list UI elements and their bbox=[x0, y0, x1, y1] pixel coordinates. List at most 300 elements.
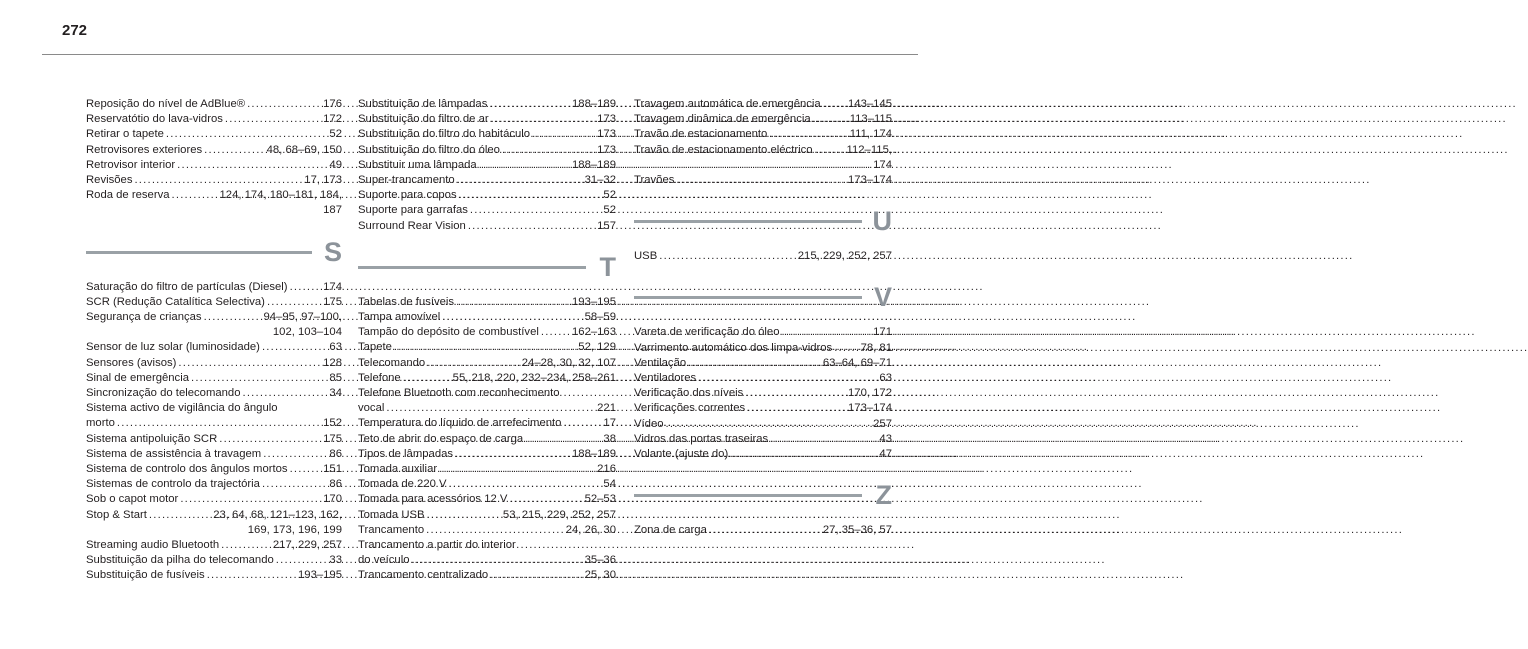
index-entry-pages-continued: 187 bbox=[323, 204, 342, 217]
index-entry-row bbox=[634, 523, 892, 538]
index-entry-pages: 188–189 bbox=[572, 447, 616, 460]
index-entry-pages: 49 bbox=[329, 158, 342, 171]
index-entry-pages: 112–115, bbox=[846, 143, 892, 156]
index-entry bbox=[86, 340, 342, 355]
index-entry-label: Substituição do filtro do óleo bbox=[358, 143, 500, 156]
index-entry bbox=[358, 371, 616, 386]
index-entry-label: Tipos de lâmpadas bbox=[358, 447, 454, 460]
dot-leader bbox=[288, 462, 324, 477]
index-entry-pages: 52, 129 bbox=[578, 341, 616, 354]
index-entry-pages: 24, 26, 30 bbox=[565, 523, 616, 536]
index-entry-row bbox=[358, 553, 616, 568]
index-entry-label: Reservatótio do lava-vidros bbox=[86, 113, 223, 126]
index-entry bbox=[634, 401, 892, 416]
index-entry bbox=[86, 310, 342, 340]
index-entry-pages: 63 bbox=[879, 372, 892, 385]
index-entry-row bbox=[358, 310, 616, 325]
index-entry bbox=[634, 325, 892, 340]
dot-leader bbox=[164, 127, 330, 142]
dot-leader bbox=[767, 127, 849, 142]
dot-leader bbox=[260, 340, 329, 355]
index-entry-label: Stop & Start bbox=[86, 508, 147, 521]
index-entry-label: Travagem dinâmica de emergência bbox=[634, 113, 811, 126]
index-entry bbox=[634, 447, 892, 462]
index-entry-label: Sincronização do telecomando bbox=[86, 387, 241, 400]
index-entry bbox=[358, 219, 616, 234]
dot-leader bbox=[468, 203, 604, 218]
index-entry-row bbox=[358, 462, 616, 477]
index-entry-pages: 52 bbox=[603, 204, 616, 217]
dot-leader bbox=[274, 553, 330, 568]
dot-leader bbox=[217, 432, 323, 447]
index-entry-label: Travão de estacionamento eléctrico bbox=[634, 143, 813, 156]
dot-leader bbox=[447, 477, 604, 492]
dot-leader bbox=[401, 371, 453, 386]
index-column-3 bbox=[634, 97, 892, 538]
dot-leader bbox=[189, 371, 329, 386]
index-entry-label: Substituição do filtro de ar bbox=[358, 113, 489, 126]
index-entry-row bbox=[634, 432, 892, 447]
index-entry-label: Revisões bbox=[86, 174, 133, 187]
index-entry-pages: 215, 229, 252, 257 bbox=[797, 250, 892, 263]
index-entry-row bbox=[358, 219, 616, 234]
index-entry-label: Verificação dos níveis bbox=[634, 387, 744, 400]
dot-leader bbox=[202, 310, 264, 325]
index-entry-pages: 193–195 bbox=[572, 295, 616, 308]
index-entry-row bbox=[358, 401, 616, 416]
index-entry bbox=[358, 97, 616, 112]
index-entry-pages: 188–189 bbox=[572, 158, 616, 171]
dot-leader bbox=[453, 447, 572, 462]
index-entry-label: Substituição da pilha do telecomando bbox=[86, 554, 274, 567]
index-entry-label: Teto de abrir do espaço de carga bbox=[358, 432, 524, 445]
index-entry bbox=[634, 97, 892, 112]
index-entry bbox=[358, 112, 616, 127]
index-entry-row bbox=[86, 386, 342, 401]
index-entry-label: Tampão do depósito de combustível bbox=[358, 326, 539, 339]
index-entry bbox=[634, 341, 892, 356]
header-rule bbox=[42, 54, 918, 55]
index-entry bbox=[86, 492, 342, 507]
index-entry-row bbox=[634, 127, 892, 142]
dot-leader bbox=[147, 508, 213, 523]
index-entry-pages: 152 bbox=[323, 417, 342, 430]
dot-leader bbox=[202, 143, 266, 158]
index-entry bbox=[358, 310, 616, 325]
index-entry-pages: 52 bbox=[329, 128, 342, 141]
dot-leader bbox=[440, 310, 584, 325]
index-entry-pages: 173 bbox=[597, 113, 616, 126]
index-entry-pages: 143–145 bbox=[848, 98, 892, 110]
index-entry-label: Retirar o tapete bbox=[86, 128, 164, 141]
index-entry-pages: 111, 174 bbox=[849, 128, 892, 141]
index-entry-pages: 63 bbox=[329, 341, 342, 354]
index-entry-row bbox=[358, 158, 616, 173]
index-entry-pages: 193–195 bbox=[298, 569, 342, 582]
index-entry-label: Verificações correntes bbox=[634, 402, 746, 415]
index-entry-pages: 172 bbox=[323, 113, 342, 126]
index-entry-pages: 216 bbox=[597, 463, 616, 476]
index-entry bbox=[358, 477, 616, 492]
dot-leader bbox=[657, 249, 798, 264]
index-entry-pages: 33 bbox=[329, 554, 342, 567]
dot-leader bbox=[832, 341, 860, 356]
dot-leader bbox=[707, 523, 823, 538]
index-entry-row bbox=[358, 143, 616, 158]
index-entry-label: Telecomando bbox=[358, 356, 426, 369]
index-entry-row bbox=[358, 188, 616, 203]
dot-leader bbox=[780, 325, 874, 340]
index-entry-pages: 86 bbox=[329, 478, 342, 491]
index-entry-label: do veículo bbox=[358, 554, 410, 567]
index-entry-row bbox=[86, 280, 342, 295]
dot-leader bbox=[696, 371, 879, 386]
index-entry bbox=[86, 386, 342, 401]
index-entry-pages: 151 bbox=[323, 463, 342, 476]
index-entry-label: vocal bbox=[358, 402, 385, 415]
index-entry bbox=[358, 158, 616, 173]
section-rule bbox=[634, 220, 862, 223]
section-letter: U bbox=[872, 206, 892, 237]
index-entry-pages-continued: 174 bbox=[873, 158, 892, 171]
index-entry-row bbox=[358, 173, 616, 188]
index-entry-row bbox=[358, 447, 616, 462]
section-letter: S bbox=[323, 236, 342, 267]
dot-leader bbox=[457, 188, 604, 203]
index-entry-row bbox=[358, 477, 616, 492]
index-entry-pages: 174 bbox=[323, 280, 342, 293]
index-entry-label: Temperatura do líquido de arrefecimento bbox=[358, 417, 562, 430]
index-entry-row bbox=[358, 340, 616, 355]
index-entry-row bbox=[86, 447, 342, 462]
index-entry-label: Vareta de verificação do óleo bbox=[634, 326, 780, 339]
dot-leader bbox=[265, 295, 323, 310]
index-entry-row bbox=[358, 203, 616, 218]
index-entry-label: SCR (Redução Catalítica Selectiva) bbox=[86, 295, 265, 308]
index-entry-pages: 188–189 bbox=[572, 98, 616, 110]
index-entry bbox=[634, 112, 892, 127]
section-header-z bbox=[634, 482, 892, 510]
index-entry-pages: 43 bbox=[879, 432, 892, 445]
index-entry bbox=[86, 568, 342, 583]
index-entry-pages: 55, 218, 220, 232–234, 258–261 bbox=[452, 371, 616, 384]
index-entry-row bbox=[358, 295, 616, 310]
index-entry bbox=[86, 356, 342, 371]
dot-leader bbox=[813, 143, 847, 158]
section-header-s bbox=[86, 236, 342, 267]
index-entry-pages: 162–163 bbox=[572, 326, 616, 339]
index-entry-row bbox=[358, 127, 616, 142]
index-entry-pages: 170 bbox=[323, 493, 342, 506]
index-entry-label: Travões bbox=[634, 174, 675, 187]
index-entry-pages: 23, 64, 68, 121–123, 162, bbox=[213, 508, 342, 521]
index-entry bbox=[86, 447, 342, 462]
dot-leader bbox=[743, 386, 848, 401]
dot-leader bbox=[132, 173, 304, 188]
index-entry-pages: 31–32 bbox=[584, 174, 616, 187]
index-entry-row bbox=[634, 341, 892, 356]
index-entry bbox=[86, 280, 342, 295]
index-entry-pages: 173–174 bbox=[848, 402, 892, 415]
index-entry bbox=[358, 416, 616, 431]
index-entry-label: Sensor de luz solar (luminosidade) bbox=[86, 341, 260, 354]
index-entry-row bbox=[86, 188, 342, 203]
index-entry-label: Substituir uma lâmpada bbox=[358, 158, 477, 171]
index-entry-row bbox=[634, 356, 892, 371]
dot-leader bbox=[477, 158, 572, 173]
index-entry bbox=[86, 143, 342, 158]
index-entry bbox=[634, 356, 892, 371]
index-entry-row bbox=[86, 568, 342, 583]
index-entry-label: Sob o capot motor bbox=[86, 493, 179, 506]
index-entry bbox=[634, 386, 892, 401]
index-entry bbox=[634, 249, 892, 264]
index-entry-row bbox=[86, 432, 342, 447]
dot-leader bbox=[488, 568, 584, 583]
index-entry bbox=[358, 386, 616, 416]
index-entry bbox=[86, 462, 342, 477]
index-entry bbox=[86, 127, 342, 142]
index-entry bbox=[634, 371, 892, 386]
index-entry bbox=[86, 173, 342, 188]
dot-leader bbox=[425, 356, 522, 371]
index-entry-label: Suporte para copos bbox=[358, 189, 457, 202]
index-entry-pages: 38 bbox=[603, 432, 616, 445]
index-entry bbox=[86, 371, 342, 386]
index-entry-label: Segurança de crianças bbox=[86, 311, 202, 324]
index-entry-pages: 86 bbox=[329, 447, 342, 460]
index-entry-row bbox=[358, 492, 616, 507]
index-entry-label: Ventiladores bbox=[634, 372, 697, 385]
index-entry-label: Sistema de controlo dos ângulos mortos bbox=[86, 463, 288, 476]
index-entry bbox=[358, 295, 616, 310]
index-entry-row bbox=[86, 462, 342, 477]
index-entry-pages: 124, 174, 180–181, 184, bbox=[219, 189, 342, 202]
index-entry-label: Saturação do filtro de partículas (Diesel) bbox=[86, 280, 288, 293]
index-entry bbox=[634, 432, 892, 447]
index-entry bbox=[358, 325, 616, 340]
index-entry-pages: 78, 81 bbox=[860, 341, 892, 354]
dot-leader bbox=[686, 356, 823, 371]
section-rule bbox=[358, 266, 586, 269]
index-entry-label: Trancamento centralizado bbox=[358, 569, 489, 582]
dot-leader bbox=[437, 462, 597, 477]
dot-leader bbox=[455, 173, 585, 188]
dot-leader bbox=[170, 188, 220, 203]
index-entry-label: Retrovisores exteriores bbox=[86, 143, 203, 156]
dot-leader bbox=[768, 432, 879, 447]
index-entry-row bbox=[86, 310, 342, 325]
index-entry-label-line: Sistema activo de vigilância do ângulo bbox=[86, 402, 278, 415]
dot-leader bbox=[115, 416, 323, 431]
index-entry-pages: 176 bbox=[323, 98, 342, 110]
index-entry-label: Volante (ajuste do) bbox=[634, 448, 729, 461]
index-entry bbox=[86, 401, 342, 431]
index-entry-label: Sistema antipoluição SCR bbox=[86, 432, 218, 445]
dot-leader bbox=[507, 492, 584, 507]
page-number: 272 bbox=[62, 22, 88, 39]
index-entry bbox=[86, 97, 342, 112]
dot-leader bbox=[176, 356, 323, 371]
index-entry-label-line: Trancamento a partir do interior bbox=[358, 539, 516, 552]
dot-leader bbox=[175, 158, 329, 173]
index-entry-pages: 175 bbox=[323, 295, 342, 308]
index-entry-row bbox=[86, 295, 342, 310]
index-entry-pages: 128 bbox=[323, 356, 342, 369]
index-entry-label: Vídeo bbox=[634, 417, 664, 430]
dot-leader bbox=[523, 432, 603, 447]
index-entry bbox=[358, 203, 616, 218]
index-entry-pages: 52–53 bbox=[584, 493, 616, 506]
index-entry-row bbox=[358, 112, 616, 127]
index-entry-label: Ventilação bbox=[634, 356, 687, 369]
index-entry-label: Super-trancamento bbox=[358, 174, 455, 187]
index-entry-pages: 85 bbox=[329, 371, 342, 384]
index-entry-pages: 24–28, 30, 32, 107 bbox=[521, 356, 616, 369]
index-entry-row bbox=[86, 477, 342, 492]
index-entry-row bbox=[86, 173, 342, 188]
index-entry-pages: 54 bbox=[603, 478, 616, 491]
index-entry bbox=[358, 523, 616, 538]
index-entry-pages: 17, 173 bbox=[304, 174, 342, 187]
index-entry-row bbox=[634, 371, 892, 386]
index-entry-row bbox=[634, 417, 892, 432]
index-entry-label: Tapete bbox=[358, 341, 392, 354]
index-entry-label: Travão de estacionamento bbox=[634, 128, 768, 141]
index-entry-label: Sinal de emergência bbox=[86, 371, 189, 384]
index-entry-row bbox=[86, 112, 342, 127]
index-entry bbox=[634, 417, 892, 432]
index-entry-row bbox=[358, 508, 616, 523]
index-entry bbox=[358, 568, 616, 583]
index-entry bbox=[86, 158, 342, 173]
index-entry-pages-continued: 102, 103–104 bbox=[272, 326, 342, 339]
index-entry bbox=[358, 538, 616, 568]
index-entry-label: Surround Rear Vision bbox=[358, 219, 466, 232]
dot-leader bbox=[424, 523, 566, 538]
dot-leader bbox=[811, 112, 850, 127]
index-entry-row bbox=[634, 386, 892, 401]
index-entry-label: Vidros das portas traseiras bbox=[634, 432, 769, 445]
index-entry-row bbox=[634, 97, 892, 112]
index-entry-row bbox=[86, 492, 342, 507]
section-letter: V bbox=[873, 282, 892, 313]
index-entry-pages: 34 bbox=[329, 387, 342, 400]
index-entry-pages: 257 bbox=[873, 417, 892, 430]
index-column-2 bbox=[358, 97, 616, 584]
dot-leader bbox=[392, 340, 578, 355]
dot-leader bbox=[561, 416, 603, 431]
dot-leader bbox=[821, 97, 848, 112]
index-entry-row bbox=[86, 356, 342, 371]
index-entry-label: Telefone bbox=[358, 371, 401, 384]
index-entry-row bbox=[358, 356, 616, 371]
index-entry-label: Tabelas de fusíveis bbox=[358, 295, 455, 308]
index-entry-label: Travagem automática de emergência bbox=[634, 98, 821, 110]
dot-leader bbox=[539, 325, 572, 340]
index-entry-label: USB bbox=[634, 250, 658, 263]
index-entry bbox=[634, 523, 892, 538]
index-entry-label: Roda de reserva bbox=[86, 189, 170, 202]
index-entry-pages: 173–174 bbox=[848, 174, 892, 187]
index-entry-label: Reposição do nível de AdBlue® bbox=[86, 98, 246, 110]
index-entry bbox=[86, 553, 342, 568]
index-entry-row bbox=[86, 340, 342, 355]
index-entry bbox=[86, 477, 342, 492]
dot-leader bbox=[466, 219, 597, 234]
index-entry bbox=[358, 188, 616, 203]
index-entry-pages: 173 bbox=[597, 128, 616, 141]
index-entry bbox=[86, 432, 342, 447]
index-entry bbox=[634, 173, 892, 188]
section-header-t bbox=[358, 251, 616, 282]
index-entry-row bbox=[634, 112, 892, 127]
index-entry-row bbox=[634, 143, 892, 158]
index-entry-pages: 63–64, 69–71 bbox=[822, 356, 892, 369]
index-entry-label: Tomada de 220 V bbox=[358, 478, 447, 491]
index-entry bbox=[634, 143, 892, 173]
dot-leader bbox=[674, 173, 848, 188]
dot-leader bbox=[245, 97, 323, 112]
dot-leader bbox=[425, 508, 503, 523]
dot-leader bbox=[288, 280, 324, 295]
index-entry-pages: 175 bbox=[323, 432, 342, 445]
index-entry-pages-continued: 169, 173, 196, 199 bbox=[247, 523, 342, 536]
index-entry-row bbox=[634, 401, 892, 416]
index-entry-row bbox=[634, 447, 892, 462]
index-entry bbox=[358, 356, 616, 371]
index-entry bbox=[358, 508, 616, 523]
dot-leader bbox=[260, 477, 329, 492]
index-entry-pages: 157 bbox=[597, 219, 616, 232]
index-entry-label: Substituição de lâmpadas bbox=[358, 98, 488, 110]
index-entry-label: Tomada auxiliar bbox=[358, 463, 438, 476]
index-entry-label: Sistema de assistência à travagem bbox=[86, 447, 262, 460]
index-entry-pages: 52 bbox=[603, 189, 616, 202]
index-entry-row bbox=[358, 325, 616, 340]
index-entry bbox=[86, 538, 342, 553]
index-entry-pages: 221 bbox=[597, 402, 616, 415]
index-entry bbox=[358, 432, 616, 447]
index-entry-row bbox=[86, 143, 342, 158]
index-entry bbox=[358, 173, 616, 188]
dot-leader bbox=[487, 97, 572, 112]
index-entry bbox=[358, 127, 616, 142]
index-entry-row bbox=[86, 553, 342, 568]
index-entry bbox=[86, 295, 342, 310]
dot-leader bbox=[241, 386, 330, 401]
index-entry-row bbox=[358, 416, 616, 431]
index-entry-label: Suporte para garrafas bbox=[358, 204, 468, 217]
section-header-v bbox=[634, 284, 892, 312]
index-entry-label-line: Telefone Bluetooth com reconhecimento bbox=[358, 387, 560, 400]
index-entry-label: Sensores (avisos) bbox=[86, 356, 177, 369]
index-entry-label: Trancamento bbox=[358, 523, 425, 536]
index-entry-row bbox=[86, 538, 342, 553]
index-entry-pages: 113–115 bbox=[849, 113, 892, 126]
index-entry bbox=[358, 492, 616, 507]
dot-leader bbox=[489, 112, 598, 127]
section-header-u bbox=[634, 208, 892, 236]
index-entry-label: Varrimento automático dos limpa-vidros bbox=[634, 341, 833, 354]
index-entry-pages: 53, 215, 229, 252, 257 bbox=[502, 508, 616, 521]
index-entry-label: Streaming audio Bluetooth bbox=[86, 539, 220, 552]
dot-leader bbox=[261, 447, 329, 462]
dot-leader bbox=[219, 538, 273, 553]
index-entry bbox=[86, 188, 342, 218]
index-entry-pages: 48, 68–69, 150 bbox=[266, 143, 342, 156]
section-rule bbox=[86, 251, 312, 254]
